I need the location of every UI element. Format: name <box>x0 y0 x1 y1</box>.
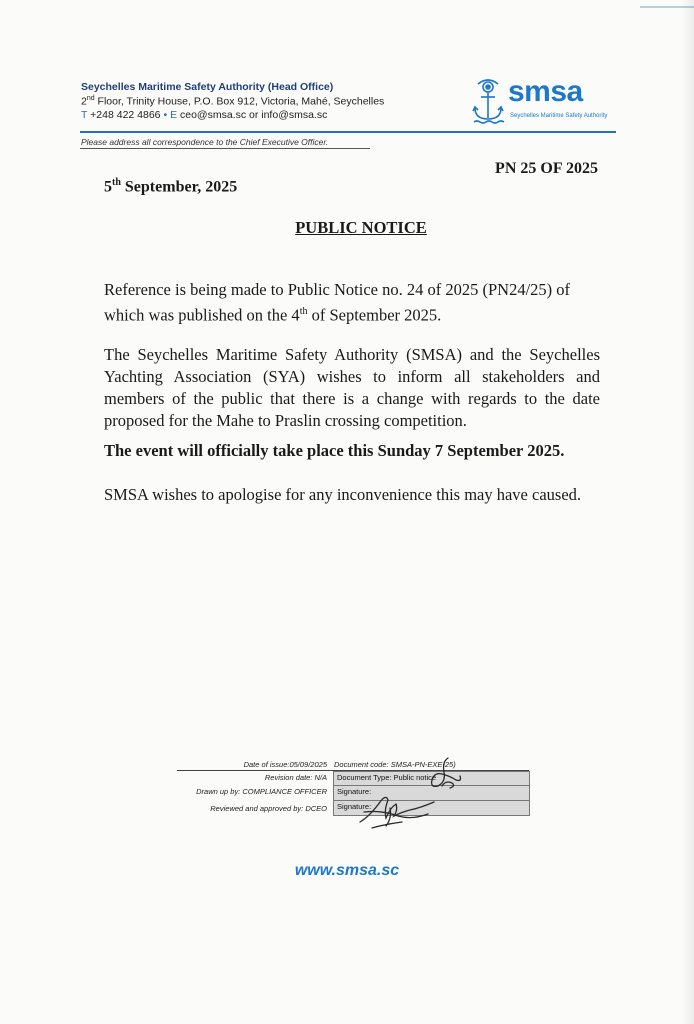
telephone-number: +248 422 4866 <box>90 109 161 121</box>
telephone-label: T <box>81 109 88 121</box>
handwritten-signatures <box>350 750 470 835</box>
anchor-icon <box>470 78 506 124</box>
logo-wordmark: smsa <box>508 75 583 108</box>
signature-label-1: Signature: <box>337 787 372 796</box>
smsa-logo <box>470 75 620 128</box>
email-addresses: ceo@smsa.sc or info@smsa.sc <box>180 109 328 121</box>
organization-contact <box>81 109 327 121</box>
document-type: Document Type: Public notice <box>337 773 437 782</box>
notice-number: PN 25 OF 2025 <box>495 160 598 177</box>
website-link[interactable]: www.smsa.sc <box>294 862 400 879</box>
header-divider <box>80 131 616 133</box>
date-of-issue: Date of issue:05/09/2025 <box>243 760 327 769</box>
notice-title: PUBLIC NOTICE <box>295 218 427 237</box>
contact-separator: • <box>163 109 168 121</box>
signature-label-2: Signature: <box>337 802 372 811</box>
notice-date: 5th September, 2025 <box>104 177 238 196</box>
paragraph-event-date: The event will officially take place this Sunday 7 September 2025. <box>104 441 565 460</box>
drawn-up-by: Drawn up by: COMPLIANCE OFFICER <box>196 787 327 796</box>
correspondence-note: Please address all correspondence to the Chief Executive Officer. <box>81 137 329 147</box>
reviewed-by: Reviewed and approved by: DCEO <box>210 804 327 813</box>
document-code: Document code: SMSA-PN-EXE-25) <box>334 760 456 769</box>
organization-name: Seychelles Maritime Safety Authority (Head Office) <box>81 81 334 93</box>
note-underline <box>80 148 370 149</box>
paragraph-reference: Reference is being made to Public Notice no. 24 of 2025 (PN24/25) of which was published on the 4th of September 2025. <box>104 280 571 325</box>
organization-address: 2nd Floor, Trinity House, P.O. Box 912, Victoria, Mahé, Seychelles <box>81 95 385 108</box>
logo-tagline: Seychelles Maritime Safety Authority <box>510 113 608 119</box>
paragraph-announcement: The Seychelles Maritime Safety Authority (SMSA) and the Seychelles Yachting Association (SYA) wishes to inform all stakeholders and members of the public that there is a change with regards to the date proposed for the Mahe to Praslin crossing competition. <box>104 345 600 430</box>
revision-date: Revision date: N/A <box>264 773 327 782</box>
paragraph-apology: SMSA wishes to apologise for any inconvenience this may have caused. <box>104 485 582 504</box>
email-label: E <box>170 109 178 121</box>
